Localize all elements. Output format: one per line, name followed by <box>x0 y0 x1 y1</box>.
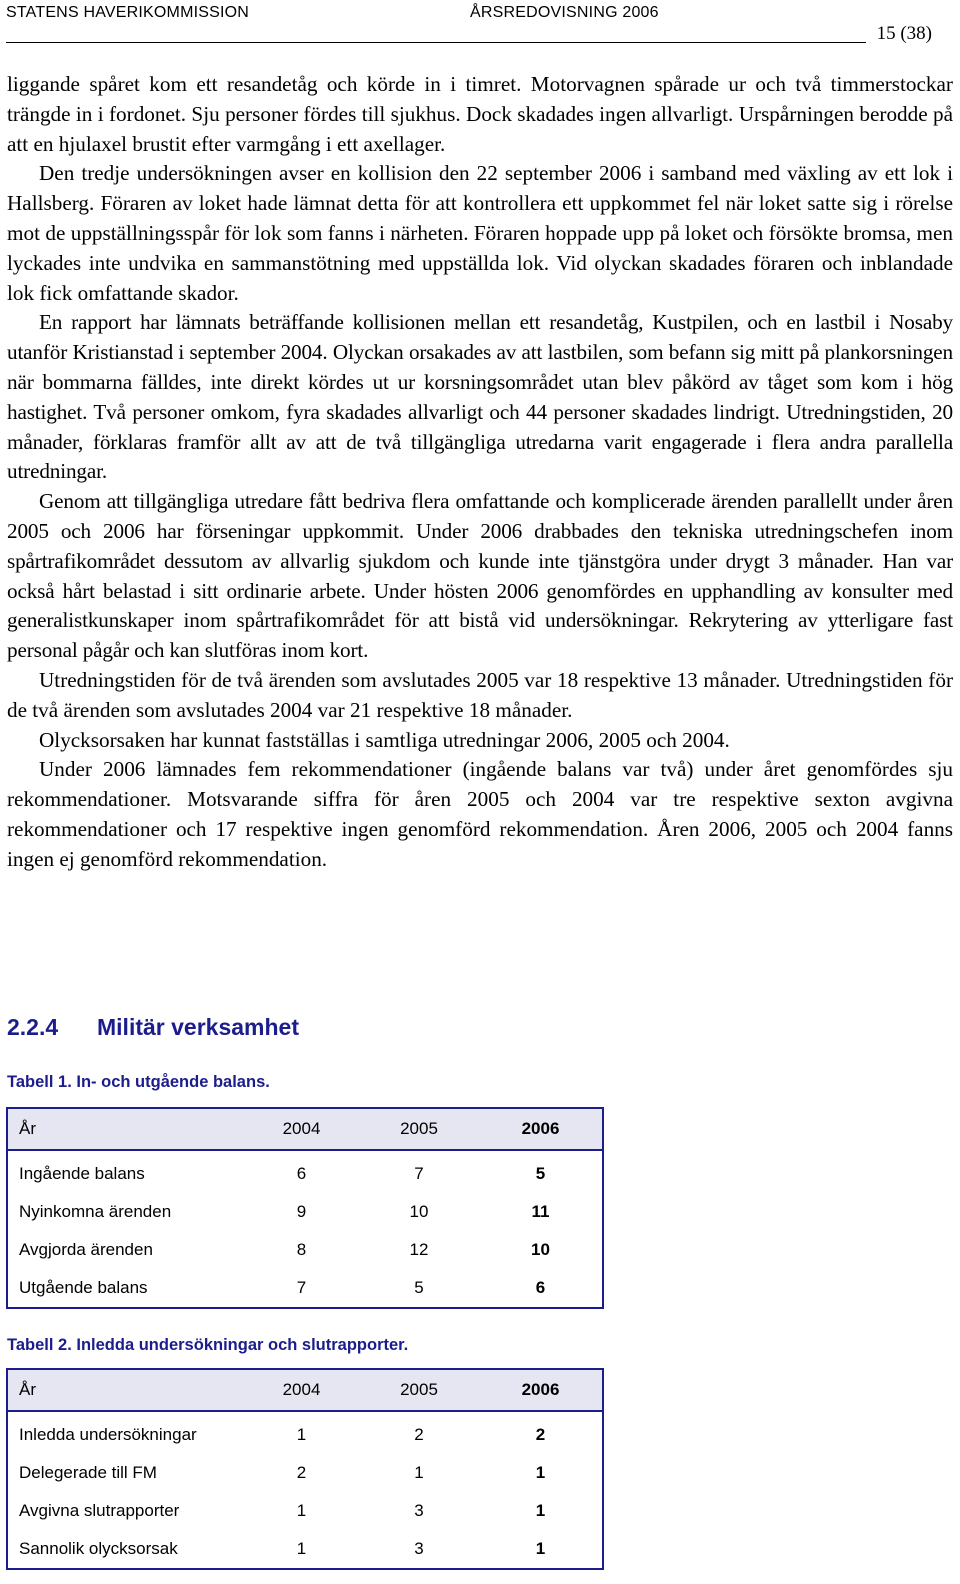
table-cell: 7 <box>414 1164 424 1183</box>
table-cell: 7 <box>296 1278 307 1297</box>
table-row <box>7 1269 603 1308</box>
table-cell: 1 <box>535 1501 546 1520</box>
paragraph: Olycksorsaken har kunnat fastställas i samtliga utredningar 2006, 2005 och 2004. <box>39 727 730 752</box>
table-cell: 10 <box>531 1240 550 1259</box>
paragraph: En rapport har lämnats beträffande kollisionen mellan ett resandetåg, Kustpilen, och en lastbil i Nosaby utanför Kristianstad i september 2004. Olyckan orsakades av att lastbilen, som befann sig mitt på plankorsningen när bommarna fälldes, inte direkt kördes ut ur korsningsområdet utan blev påkörd av tåget som kom i hög hastighet. Två personer omkom, fyra skadades allvarligt och 44 personer skadades lindrigt. Utredningstiden, 20 månader, förklaras framför allt av att de två tillgängliga utredarna varit engagerade i flera andra parallella utredningar. <box>7 310 953 484</box>
table-cell: 9 <box>296 1202 307 1221</box>
table-cell: 6 <box>535 1278 546 1297</box>
balance-table <box>6 1107 604 1309</box>
table-cell: 1 <box>296 1539 307 1558</box>
table-cell: 1 <box>296 1501 307 1520</box>
table-cell: 2 <box>296 1463 307 1482</box>
table-row <box>7 1231 603 1269</box>
paragraph: Genom att tillgängliga utredare fått bedriva flera omfattande och komplicerade ärenden parallellt under åren 2005 och 2006 har förseningar uppkommit. Under 2006 drabbades den tekniska utredningschefen inom spårtrafikområdet dessutom av allvarlig sjukdom och kunde inte tjänstgöra under drygt 3 månader. Han var också hårt belastad i sitt ordinarie arbete. Under hösten 2006 genomfördes en upphandling av konsulter med generalistkunskaper inom spårtrafikområdet för att bistå vid undersökningar. Rekrytering av ytterligare fast personal pågår och kan slutföras inom kort. <box>7 489 953 663</box>
page-number: 15 (38) <box>876 23 932 44</box>
table-row <box>7 1492 603 1530</box>
column-header: 2006 <box>521 1119 560 1138</box>
table-header-row <box>7 1369 603 1411</box>
table-cell: 3 <box>414 1539 424 1558</box>
row-label: Sannolik olycksorsak <box>19 1539 178 1558</box>
table-row <box>7 1193 603 1231</box>
table-cell: 11 <box>531 1202 550 1221</box>
table-row <box>7 1150 603 1193</box>
table-cell: 2 <box>535 1425 546 1444</box>
investigations-table <box>6 1368 604 1570</box>
table-cell: 1 <box>535 1539 546 1558</box>
column-header: 2004 <box>282 1119 321 1138</box>
table-cell: 6 <box>296 1164 307 1183</box>
table-cell: 8 <box>296 1240 307 1259</box>
column-header: År <box>19 1119 36 1138</box>
row-label: Inledda undersökningar <box>19 1425 197 1444</box>
row-label: Avgivna slutrapporter <box>19 1501 180 1520</box>
paragraph: Under 2006 lämnades fem rekommendationer (ingående balans var två) under året genomfördes sju rekommendationer. Motsvarande siffra för åren 2005 och 2004 var tre respektive sexton avgivna rekommendationer och 17 respektive ingen genomförd rekommendation. Åren 2006, 2005 och 2004 fanns ingen ej genomförd rekommendation. <box>7 757 953 871</box>
table-cell: 10 <box>409 1202 429 1221</box>
paragraph: Utredningstiden för de två ärenden som avslutades 2005 var 18 respektive 13 månader. Utredningstiden för de två ärenden som avslutades 2004 var 21 respektive 18 månader. <box>7 667 953 722</box>
row-label: Avgjorda ärenden <box>19 1240 153 1259</box>
paragraph: Den tredje undersökningen avser en kollision den 22 september 2006 i samband med växling av ett lok i Hallsberg. Föraren av loket hade lämnat detta för att kontrollera ett uppkommet fel när loket satte sig i rörelse mot de uppställningsspår för lok som fanns i närheten. Föraren hoppade upp på loket och försökte bromsa, men lyckades inte undvika en sammanstötning med uppställda lok. Vid olyckan skadades föraren och inblandade lok fick omfattande skador. <box>7 161 953 305</box>
section-heading <box>7 1014 299 1041</box>
row-label: Utgående balans <box>19 1278 148 1297</box>
row-label: Ingående balans <box>19 1164 145 1183</box>
table-row <box>7 1530 603 1569</box>
table2-caption: Tabell 2. Inledda undersökningar och slutrapporter. <box>7 1336 409 1354</box>
table-cell: 1 <box>296 1425 307 1444</box>
body-text <box>7 70 953 875</box>
table-cell: 5 <box>535 1164 546 1183</box>
table-row <box>7 1454 603 1492</box>
table1-caption: Tabell 1. In- och utgående balans. <box>7 1073 270 1091</box>
header-rule <box>6 42 866 43</box>
table-cell: 12 <box>409 1240 429 1259</box>
section-title: Militär verksamhet <box>97 1014 299 1040</box>
table-cell: 1 <box>414 1463 424 1482</box>
column-header: År <box>19 1380 36 1399</box>
table-cell: 1 <box>535 1463 546 1482</box>
table-row <box>7 1411 603 1454</box>
row-label: Delegerade till FM <box>19 1463 157 1482</box>
column-header: 2004 <box>282 1380 321 1399</box>
row-label: Nyinkomna ärenden <box>19 1202 172 1221</box>
section-number: 2.2.4 <box>7 1014 59 1040</box>
table-cell: 5 <box>414 1278 424 1297</box>
table-cell: 2 <box>414 1425 424 1444</box>
table-header-row <box>7 1108 603 1150</box>
header-report-title: ÅRSREDOVISNING 2006 <box>470 4 659 21</box>
column-header: 2006 <box>521 1380 560 1399</box>
header-organization: STATENS HAVERIKOMMISSION <box>6 4 250 21</box>
column-header: 2005 <box>400 1380 438 1399</box>
column-header: 2005 <box>400 1119 438 1138</box>
table-cell: 3 <box>414 1501 424 1520</box>
paragraph: liggande spåret kom ett resandetåg och körde in i timret. Motorvagnen spårade ur och två timmerstockar trängde in i fordonet. Sju personer fördes till sjukhus. Dock skadades ingen allvarligt. Urspårningen berodde på att en hjulaxel brustit efter varmgång i ett axellager. <box>7 72 953 156</box>
